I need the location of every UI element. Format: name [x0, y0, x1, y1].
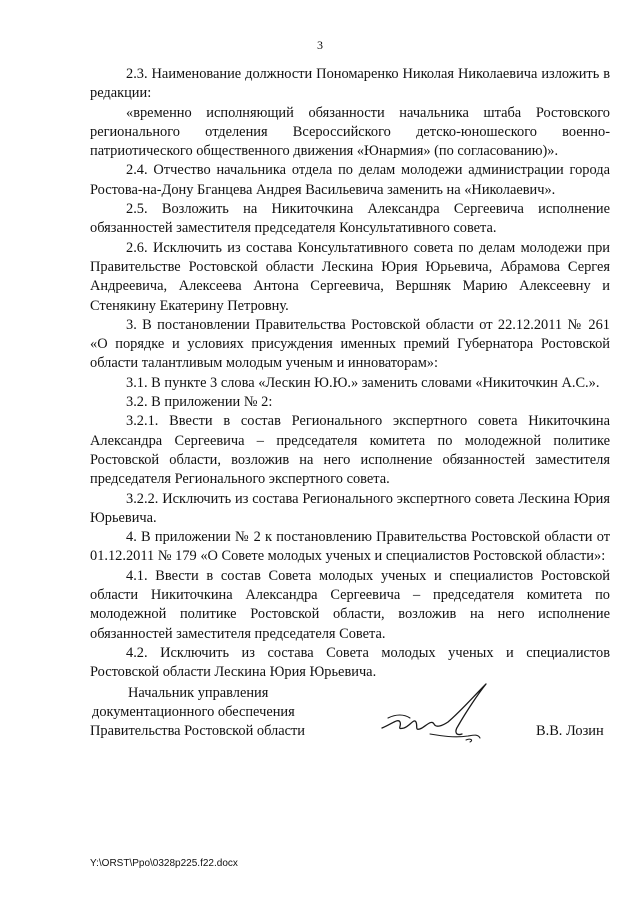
- paragraph-3: 3. В постановлении Правительства Ростовской области от 22.12.2011 № 261 «О порядке и условиях присуждения именных премий Губернатора Ростовской области талантливым молодым ученым и инноваторам»:: [90, 316, 610, 372]
- paragraph-2-3: 2.3. Наименование должности Пономаренко Николая Николаевича изложить в редакции:: [90, 66, 610, 102]
- signatory-title-line2: документационного обеспечения: [92, 704, 295, 720]
- paragraph-3-2: 3.2. В приложении № 2:: [126, 394, 273, 411]
- handwritten-signature: [370, 678, 510, 748]
- paragraph-3-1: 3.1. В пункте 3 слова «Лескин Ю.Ю.» заменить словами «Никиточкин А.С.».: [126, 374, 600, 391]
- paragraph-4-1: 4.1. Ввести в состав Совета молодых ученых и специалистов Ростовской области Никиточкина Александра Сергеевича – председателя комитета по молодежной политике Ростовской области, возложив на него исполнение обязанностей заместителя председателя Совета.: [90, 567, 610, 642]
- paragraph-2-4: 2.4. Отчество начальника отдела по делам молодежи администрации города Ростова-на-Дону Бганцева Андрея Васильевича заменить на «Николаевич».: [90, 162, 610, 198]
- paragraph-4: 4. В приложении № 2 к постановлению Правительства Ростовской области от 01.12.2011 № 179 «О Совете молодых ученых и специалистов Ростовской области»:: [90, 529, 610, 565]
- signatory-title-line1: Начальник управления: [128, 685, 269, 701]
- paragraph-4-2: 4.2. Исключить из состава Совета молодых ученых и специалистов Ростовской области Лескина Юрия Юрьевича.: [90, 644, 610, 681]
- signatory-title-line3: Правительства Ростовской области: [90, 723, 305, 739]
- signatory-name: В.В. Лозин: [536, 723, 604, 739]
- page-number: 3: [317, 38, 323, 52]
- paragraph-3-2-2: 3.2.2. Исключить из состава Регионального экспертного совета Лескина Юрия Юрьевича.: [90, 490, 610, 526]
- paragraph-3-2-1: 3.2.1. Ввести в состав Регионального экспертного совета Никиточкина Александра Сергеевича – председателя комитета по молодежной политике Ростовской области, возложив на него исполнение обязанностей заместителя председателя Регионального экспертного совета.: [90, 413, 610, 488]
- document-body: [90, 65, 610, 683]
- paragraph-2-3-quote: «временно исполняющий обязанности начальника штаба Ростовского регионального отделения Всероссийского детско-юношеского военно-патриотического общественного движения «Юнармия» (по согласованию)».: [90, 104, 610, 160]
- paragraph-2-6: 2.6. Исключить из состава Консультативного совета по делам молодежи при Правительстве Ростовской области Лескина Юрия Юрьевича, Абрамова Сергея Андреевича, Алексеева Антона Сергеевича, Вершняк Марию Алексеевну и Стенякину Екатерину Петровну.: [90, 239, 610, 314]
- file-path-footer: Y:\ORST\Ppo\0328p225.f22.docx: [90, 858, 238, 869]
- paragraph-2-5: 2.5. Возложить на Никиточкина Александра Сергеевича исполнение обязанностей заместителя председателя Консультативного совета.: [90, 201, 610, 237]
